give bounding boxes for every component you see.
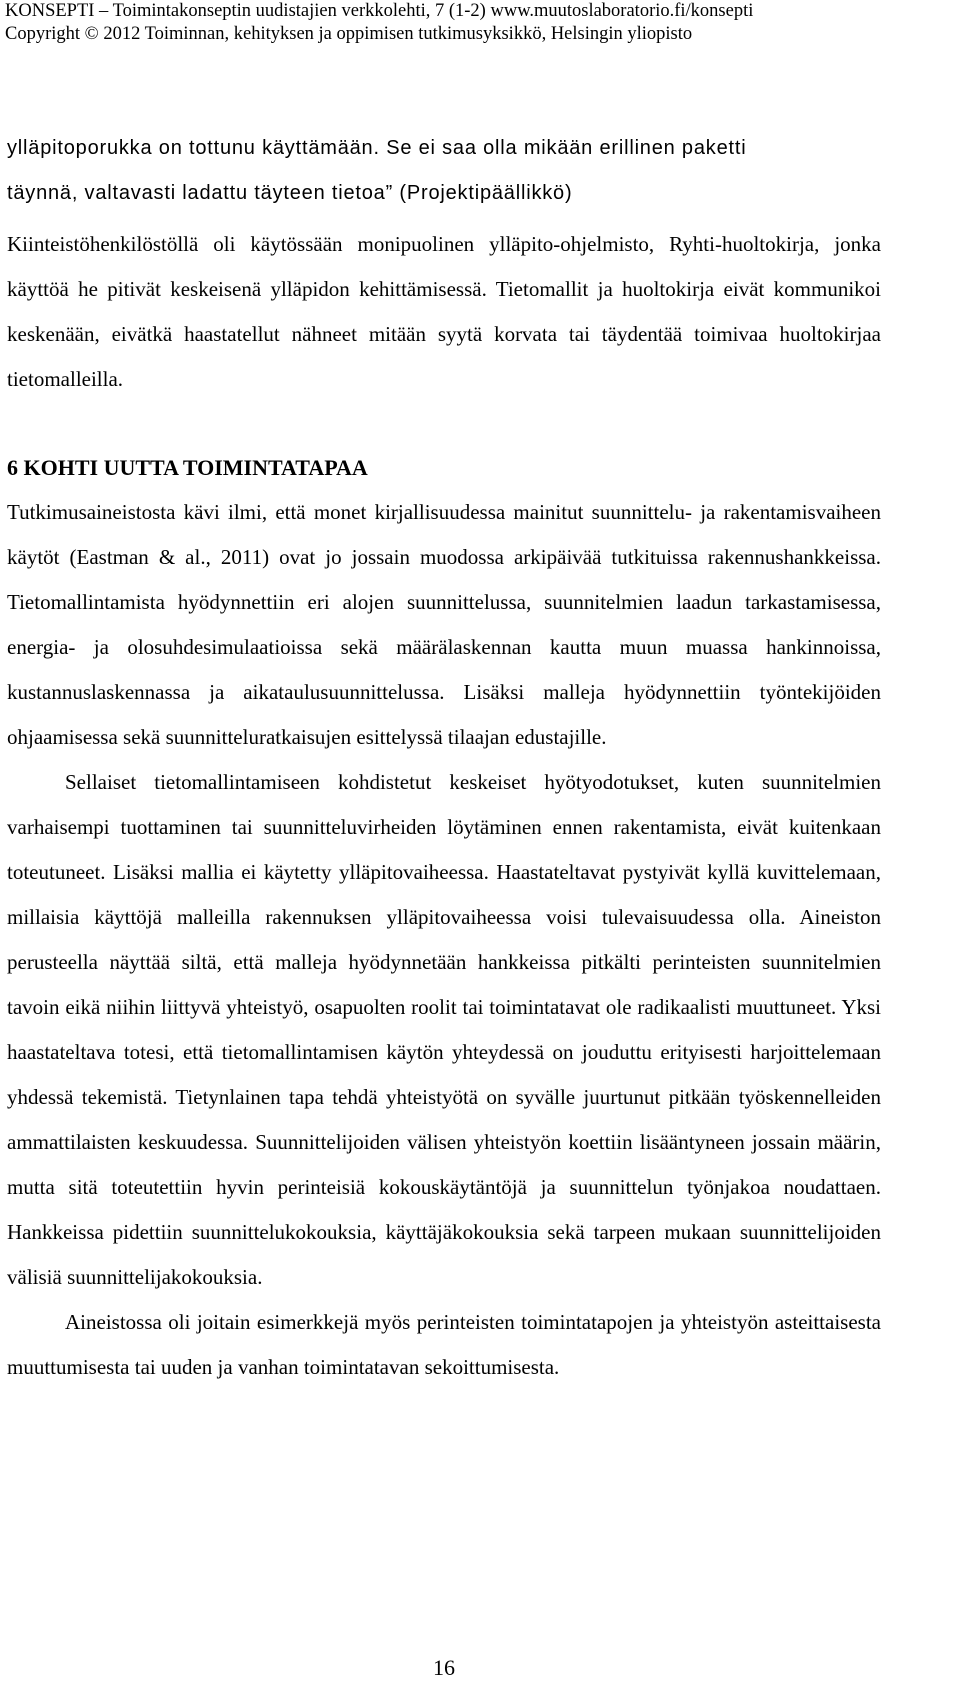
- quote-line: täynnä, valtavasti ladattu täyteen tietoa” (Projektipäällikkö): [7, 182, 573, 204]
- header-copyright-line: Copyright © 2012 Toiminnan, kehityksen ja oppimisen tutkimusyksikkö, Helsingin yliopisto: [5, 24, 693, 44]
- interview-quote: [7, 126, 881, 216]
- section-heading: 6 KOHTI UUTTA TOIMINTATAPAA: [7, 455, 368, 480]
- section-paragraph: Tutkimusaineistosta kävi ilmi, että monet kirjallisuudessa mainitut suunnittelu- ja rakentamisvaiheen käytöt (Eastman & al., 2011) ovat jo jossain muodossa arkipäivää tutkituissa rakennushankkeissa. Tietomallintamista hyödynnettiin eri alojen suunnittelussa, suunnitelmien laadun tarkastamisessa, energia- ja olosuhdesimulaatioissa sekä määrälaskennan kautta muun muassa hankinnoissa, kustannuslaskennassa ja aikataulusuunnittelussa. Lisäksi malleja hyödynnettiin työntekijöiden ohjaamisessa sekä suunnitteluratkaisujen esittelyssä tilaajan edustajille.: [7, 500, 881, 749]
- document-body: [7, 126, 881, 1390]
- page-number: 16: [433, 1655, 455, 1680]
- quote-line: ylläpitoporukka on tottunu käyttämään. Se ei saa olla mikään erillinen paketti: [7, 137, 747, 159]
- section-paragraph: Sellaiset tietomallintamiseen kohdistetut keskeiset hyötyodotukset, kuten suunnitelmien varhaisempi tuottaminen tai suunnitteluvirheiden löytäminen ennen rakentamista, eivät kuitenkaan toteutuneet. Lisäksi mallia ei käytetty ylläpitovaiheessa. Haastateltavat pystyivät kyllä kuvittelemaan, millaisia käyttöjä malleilla rakennuksen ylläpitovaiheessa voisi tulevaisuudessa olla. Aineiston perusteella näyttää siltä, että malleja hyödynnetään hankkeissa pitkälti perinteisten suunnitelmien tavoin eikä niihin liittyvä yhteistyö, osapuolten roolit tai toimintatavat ole radikaalisti muuttuneet. Yksi haastateltava totesi, että tietomallintamisen käytön yhteydessä on jouduttu erityisesti harjoittelemaan yhdessä tekemistä. Tietynlainen tapa tehdä yhteistyötä on syvälle juurtunut pitkään työskennelleiden ammattilaisten keskuudessa. Suunnittelijoiden välisen yhteistyön koettiin lisääntyneen jossain määrin, mutta sitä toteutettiin hyvin perinteisiä kokouskäytäntöjä ja suunnittelun työnjakoa noudattaen. Hankkeissa pidettiin suunnittelukokouksia, käyttäjäkokouksia sekä tarpeen mukaan suunnittelijoiden välisiä suunnittelijakokouksia.: [7, 770, 881, 1289]
- intro-paragraph: Kiinteistöhenkilöstöllä oli käytössään monipuolinen ylläpito-ohjelmisto, Ryhti-huoltokirja, jonka käyttöä he pitivät keskeisenä ylläpidon kehittämisessä. Tietomallit ja huoltokirja eivät kommunikoi keskenään, eivätkä haastatellut nähneet mitään syytä korvata tai täydentää toimivaa huoltokirjaa tietomalleilla.: [7, 232, 881, 391]
- journal-header: [5, 0, 955, 46]
- header-journal-line: KONSEPTI – Toimintakonseptin uudistajien verkkolehti, 7 (1-2) www.muutoslaboratorio.fi/konsepti: [5, 1, 754, 21]
- section-paragraph: Aineistossa oli joitain esimerkkejä myös perinteisten toimintatapojen ja yhteistyön asteittaisesta muuttumisesta tai uuden ja vanhan toimintatavan sekoittumisesta.: [7, 1310, 881, 1379]
